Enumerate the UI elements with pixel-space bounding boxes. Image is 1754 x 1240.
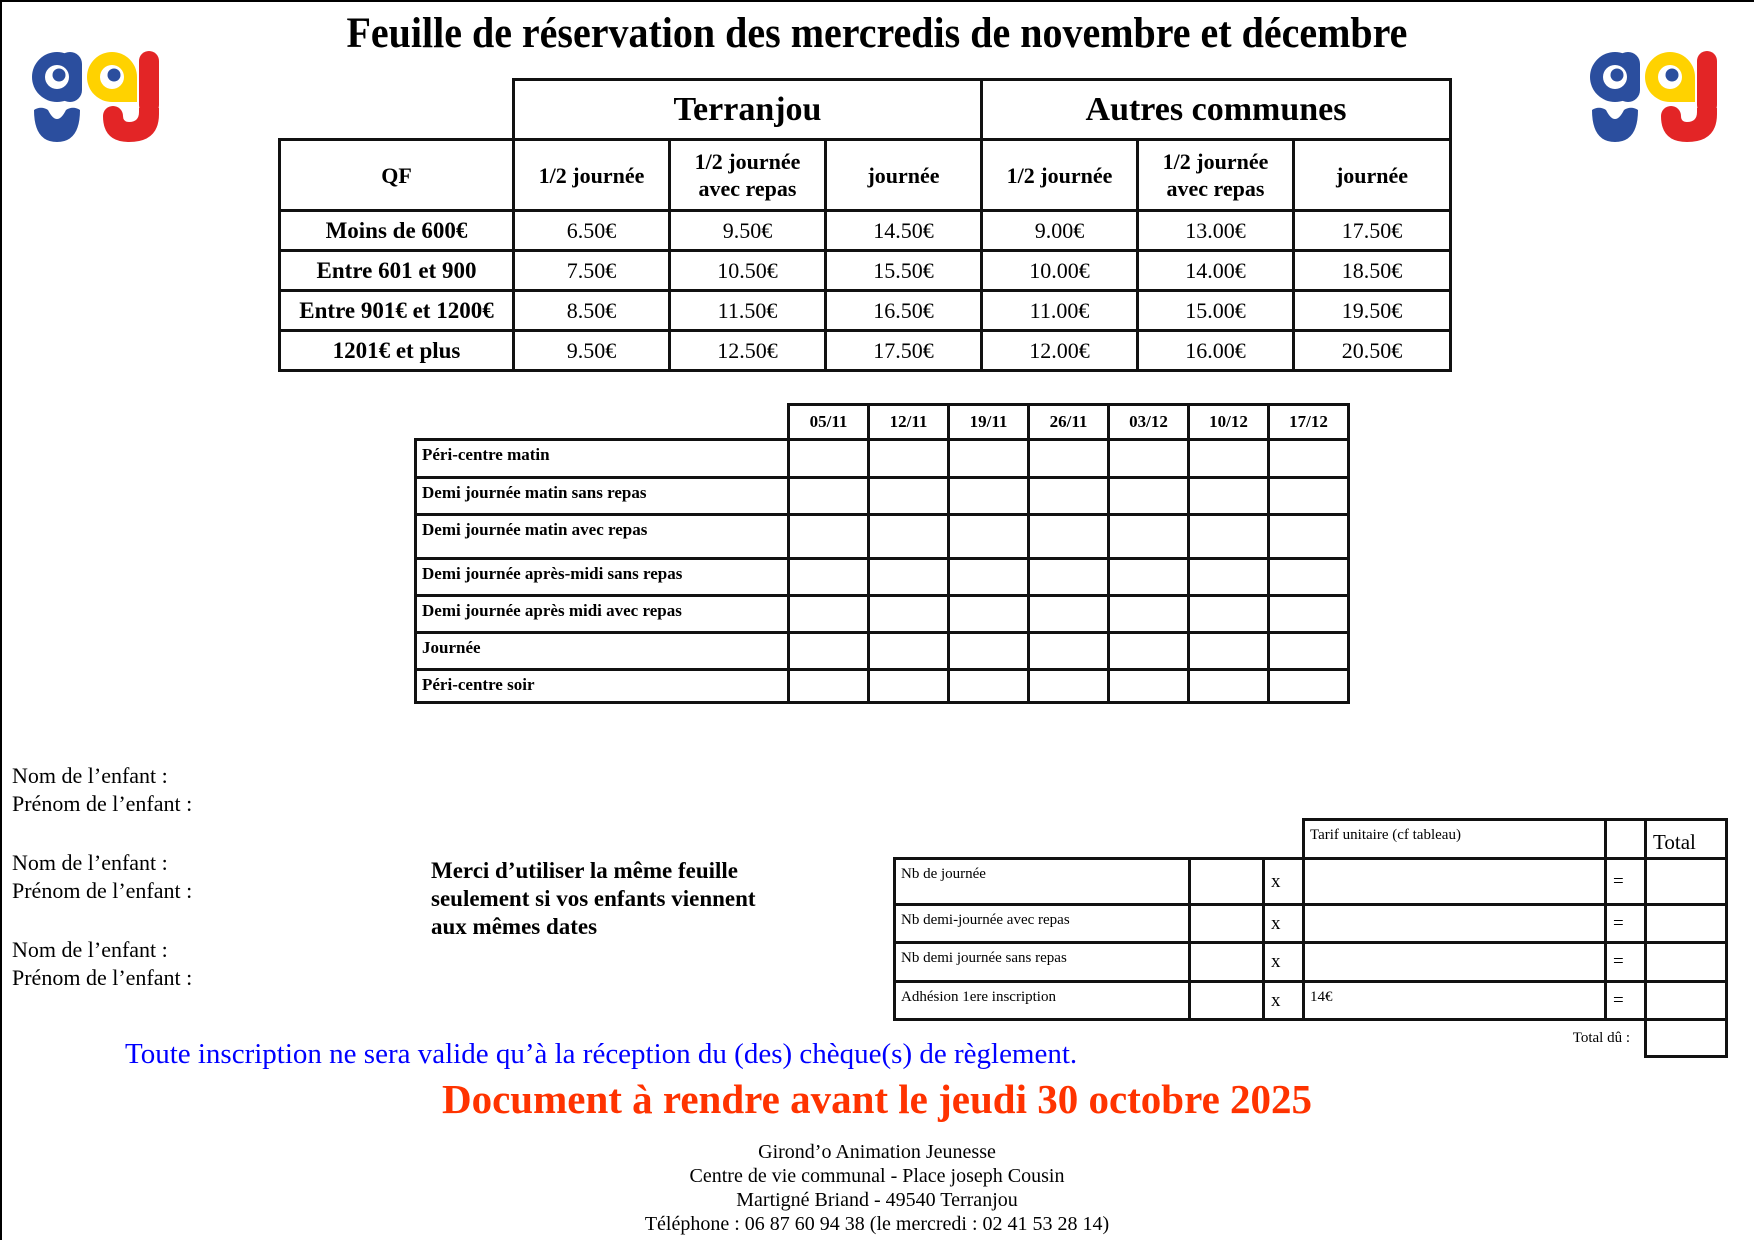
price-cell: 6.50€	[514, 211, 670, 251]
activity-row	[416, 596, 1349, 633]
tarif-zone-row	[280, 80, 1451, 140]
reservation-checkbox-cell[interactable]	[1109, 633, 1189, 670]
reservation-checkbox-cell[interactable]	[1189, 440, 1269, 478]
reservation-checkbox-cell[interactable]	[1109, 440, 1189, 478]
price-cell: 11.00€	[982, 291, 1138, 331]
price-cell: 13.00€	[1138, 211, 1294, 251]
qf-label: Entre 601 et 900	[280, 251, 514, 291]
reservation-checkbox-cell[interactable]	[1189, 559, 1269, 596]
reservation-checkbox-cell[interactable]	[1189, 596, 1269, 633]
reservation-checkbox-cell[interactable]	[869, 670, 949, 703]
price-cell: 7.50€	[514, 251, 670, 291]
children-fields	[12, 762, 192, 1023]
price-cell: 15.50€	[826, 251, 982, 291]
price-cell: 9.50€	[514, 331, 670, 371]
page-title: Feuille de réservation des mercredis de novembre et décembre	[346, 10, 1408, 57]
totals-row	[895, 905, 1727, 943]
footer-phone-line: Téléphone : 06 87 60 94 38 (le mercredi : 02 41 53 28 14)	[644, 1213, 1110, 1235]
price-cell: 8.50€	[514, 291, 670, 331]
reservation-checkbox-cell[interactable]	[1109, 559, 1189, 596]
child-block	[12, 762, 192, 818]
reservation-checkbox-cell[interactable]	[1029, 670, 1109, 703]
child-nom-label[interactable]: Nom de l’enfant :	[12, 850, 168, 875]
note-line: Merci d’utiliser la même feuille	[431, 858, 738, 883]
reservation-checkbox-cell[interactable]	[869, 559, 949, 596]
logo-g-letter	[32, 52, 82, 142]
qf-header: QF	[280, 140, 514, 211]
activity-row	[416, 515, 1349, 559]
reservation-checkbox-cell[interactable]	[949, 596, 1029, 633]
unit-price-input[interactable]	[1304, 905, 1606, 943]
footer-contact	[0, 1140, 1754, 1236]
quantity-input[interactable]	[1190, 859, 1264, 905]
same-sheet-note	[431, 857, 756, 941]
price-cell: 12.00€	[982, 331, 1138, 371]
multiply-sign: x	[1264, 982, 1304, 1020]
reservation-checkbox-cell[interactable]	[1109, 515, 1189, 559]
price-cell: 9.00€	[982, 211, 1138, 251]
total-header: Total	[1646, 820, 1727, 859]
subheader-cell: 1/2 journée	[514, 140, 670, 211]
quantity-input[interactable]	[1190, 905, 1264, 943]
total-du-label: Total dû :	[1572, 1030, 1630, 1047]
validity-notice-text: Toute inscription ne sera valide qu’à la réception du (des) chèque(s) de règlement.	[125, 1038, 1078, 1070]
reservation-checkbox-cell[interactable]	[1029, 478, 1109, 515]
qf-label: Entre 901€ et 1200€	[280, 291, 514, 331]
line-total-input[interactable]	[1646, 982, 1727, 1020]
subheader-cell: 1/2 journée	[982, 140, 1138, 211]
reservation-checkbox-cell[interactable]	[1029, 559, 1109, 596]
activity-row	[416, 670, 1349, 703]
reservation-checkbox-cell[interactable]	[789, 633, 869, 670]
activity-row	[416, 633, 1349, 670]
reservation-checkbox-cell[interactable]	[949, 478, 1029, 515]
reservation-checkbox-cell[interactable]	[1269, 559, 1349, 596]
date-header: 17/12	[1269, 405, 1349, 440]
reservation-checkbox-cell[interactable]	[1189, 633, 1269, 670]
note-line: seulement si vos enfants viennent	[431, 886, 756, 911]
reservation-checkbox-cell[interactable]	[1269, 633, 1349, 670]
unit-price-input[interactable]	[1304, 859, 1606, 905]
price-cell: 12.50€	[670, 331, 826, 371]
totals-header-row	[895, 820, 1727, 859]
subheader-cell: 1/2 journée avec repas	[670, 140, 826, 211]
totals-row-label: Nb demi journée sans repas	[895, 943, 1190, 982]
reservation-checkbox-cell[interactable]	[1109, 478, 1189, 515]
reservation-checkbox-cell[interactable]	[869, 515, 949, 559]
price-cell: 18.50€	[1294, 251, 1451, 291]
zone-header-terranjou: Terranjou	[514, 80, 982, 140]
price-cell: 16.00€	[1138, 331, 1294, 371]
price-cell: 19.50€	[1294, 291, 1451, 331]
quantity-input[interactable]	[1190, 943, 1264, 982]
multiply-sign: x	[1264, 943, 1304, 982]
footer-address-line: Centre de vie communal - Place joseph Cousin	[689, 1165, 1065, 1187]
logo-a-letter	[1645, 52, 1695, 102]
reservation-checkbox-cell[interactable]	[949, 670, 1029, 703]
unit-price-input[interactable]	[1304, 943, 1606, 982]
child-block	[12, 936, 192, 992]
totals-corner-blank	[895, 820, 1304, 859]
reservation-checkbox-cell[interactable]	[1029, 440, 1109, 478]
note-line: aux mêmes dates	[431, 914, 598, 939]
price-cell: 10.50€	[670, 251, 826, 291]
deadline-notice: Document à rendre avant le jeudi 30 octobre 2025	[441, 1076, 1313, 1122]
logo-a-letter	[87, 52, 137, 102]
tarif-row	[280, 251, 1451, 291]
reservation-checkbox-cell[interactable]	[789, 670, 869, 703]
activity-label: Péri-centre matin	[416, 440, 789, 478]
child-nom-label[interactable]: Nom de l’enfant :	[12, 937, 168, 962]
tarif-table	[278, 78, 1452, 372]
footer-city-line: Martigné Briand - 49540 Terranjou	[736, 1189, 1018, 1211]
reservation-checkbox-cell[interactable]	[1189, 515, 1269, 559]
equals-sign: =	[1606, 859, 1646, 905]
reservation-checkbox-cell[interactable]	[949, 633, 1029, 670]
dates-header-row	[416, 405, 1349, 440]
tarif-row	[280, 291, 1451, 331]
child-block	[12, 849, 192, 905]
price-cell: 17.50€	[1294, 211, 1451, 251]
tarif-unitaire-header: Tarif unitaire (cf tableau)	[1304, 820, 1606, 859]
zone-header-autres-communes: Autres communes	[982, 80, 1451, 140]
reservation-checkbox-cell[interactable]	[869, 478, 949, 515]
child-prenom-label[interactable]: Prénom de l’enfant :	[12, 878, 193, 903]
reservation-checkbox-cell[interactable]	[949, 440, 1029, 478]
reservation-checkbox-cell[interactable]	[789, 478, 869, 515]
subheader-cell: journée	[1294, 140, 1451, 211]
activity-label: Demi journée après-midi sans repas	[416, 559, 789, 596]
totals-row	[895, 982, 1727, 1020]
reservation-checkbox-cell[interactable]	[1269, 478, 1349, 515]
activity-row	[416, 440, 1349, 478]
date-header: 03/12	[1109, 405, 1189, 440]
price-cell: 14.00€	[1138, 251, 1294, 291]
activity-label: Journée	[416, 633, 789, 670]
price-cell: 15.00€	[1138, 291, 1294, 331]
activity-row	[416, 478, 1349, 515]
totals-row-label: Adhésion 1ere inscription	[895, 982, 1190, 1020]
logo-g-letter	[1590, 52, 1640, 142]
tarif-row	[280, 331, 1451, 371]
price-cell: 17.50€	[826, 331, 982, 371]
line-total-input[interactable]	[1646, 859, 1727, 905]
equals-sign: =	[1606, 943, 1646, 982]
subheader-cell: 1/2 journée avec repas	[1138, 140, 1294, 211]
price-cell: 11.50€	[670, 291, 826, 331]
multiply-sign: x	[1264, 859, 1304, 905]
line-total-input[interactable]	[1646, 943, 1727, 982]
date-header: 05/11	[789, 405, 869, 440]
tarif-corner-blank	[280, 80, 514, 140]
qf-label: 1201€ et plus	[280, 331, 514, 371]
child-prenom-label[interactable]: Prénom de l’enfant :	[12, 791, 193, 816]
totals-row	[895, 859, 1727, 905]
reservation-dates-grid	[414, 403, 1350, 704]
reservation-checkbox-cell[interactable]	[869, 596, 949, 633]
date-header: 12/11	[869, 405, 949, 440]
reservation-checkbox-cell[interactable]	[949, 515, 1029, 559]
reservation-checkbox-cell[interactable]	[949, 559, 1029, 596]
gaj-logo-right	[1588, 50, 1728, 144]
child-prenom-label[interactable]: Prénom de l’enfant :	[12, 965, 193, 990]
activity-label: Demi journée après midi avec repas	[416, 596, 789, 633]
reservation-checkbox-cell[interactable]	[1109, 670, 1189, 703]
unit-price-input[interactable]: 14€	[1304, 982, 1606, 1020]
child-nom-label[interactable]: Nom de l’enfant :	[12, 763, 168, 788]
reservation-checkbox-cell[interactable]	[1029, 596, 1109, 633]
totals-row-label: Nb demi-journée avec repas	[895, 905, 1190, 943]
tarif-subheader-row	[280, 140, 1451, 211]
footer-org-name: Girond’o Animation Jeunesse	[758, 1141, 996, 1163]
totals-row-label: Nb de journée	[895, 859, 1190, 905]
price-cell: 16.50€	[826, 291, 982, 331]
reservation-checkbox-cell[interactable]	[1269, 596, 1349, 633]
activity-row	[416, 559, 1349, 596]
equals-sign: =	[1606, 905, 1646, 943]
subheader-cell: journée	[826, 140, 982, 211]
reservation-checkbox-cell[interactable]	[869, 633, 949, 670]
eq-header-blank	[1606, 820, 1646, 859]
activity-label: Péri-centre soir	[416, 670, 789, 703]
reservation-checkbox-cell[interactable]	[1269, 515, 1349, 559]
reservation-checkbox-cell[interactable]	[1109, 596, 1189, 633]
activity-label: Demi journée matin sans repas	[416, 478, 789, 515]
quantity-input[interactable]	[1190, 982, 1264, 1020]
reservation-checkbox-cell[interactable]	[1189, 670, 1269, 703]
date-header: 26/11	[1029, 405, 1109, 440]
activity-label: Demi journée matin avec repas	[416, 515, 789, 559]
reservation-checkbox-cell[interactable]	[789, 515, 869, 559]
multiply-sign: x	[1264, 905, 1304, 943]
reservation-checkbox-cell[interactable]	[869, 440, 949, 478]
total-du-input[interactable]	[1646, 1020, 1727, 1057]
reservation-checkbox-cell[interactable]	[789, 596, 869, 633]
reservation-checkbox-cell[interactable]	[1029, 515, 1109, 559]
reservation-checkbox-cell[interactable]	[789, 559, 869, 596]
totals-table	[893, 818, 1728, 1058]
line-total-input[interactable]	[1646, 905, 1727, 943]
grid-corner-blank	[416, 405, 789, 440]
tarif-row	[280, 211, 1451, 251]
reservation-checkbox-cell[interactable]	[1029, 633, 1109, 670]
equals-sign: =	[1606, 982, 1646, 1020]
reservation-checkbox-cell[interactable]	[1269, 440, 1349, 478]
totals-row	[895, 943, 1727, 982]
date-header: 10/12	[1189, 405, 1269, 440]
gaj-logo-left	[30, 50, 170, 144]
price-cell: 9.50€	[670, 211, 826, 251]
qf-label: Moins de 600€	[280, 211, 514, 251]
price-cell: 14.50€	[826, 211, 982, 251]
date-header: 19/11	[949, 405, 1029, 440]
reservation-checkbox-cell[interactable]	[789, 440, 869, 478]
reservation-checkbox-cell[interactable]	[1189, 478, 1269, 515]
price-cell: 20.50€	[1294, 331, 1451, 371]
reservation-checkbox-cell[interactable]	[1269, 670, 1349, 703]
price-cell: 10.00€	[982, 251, 1138, 291]
